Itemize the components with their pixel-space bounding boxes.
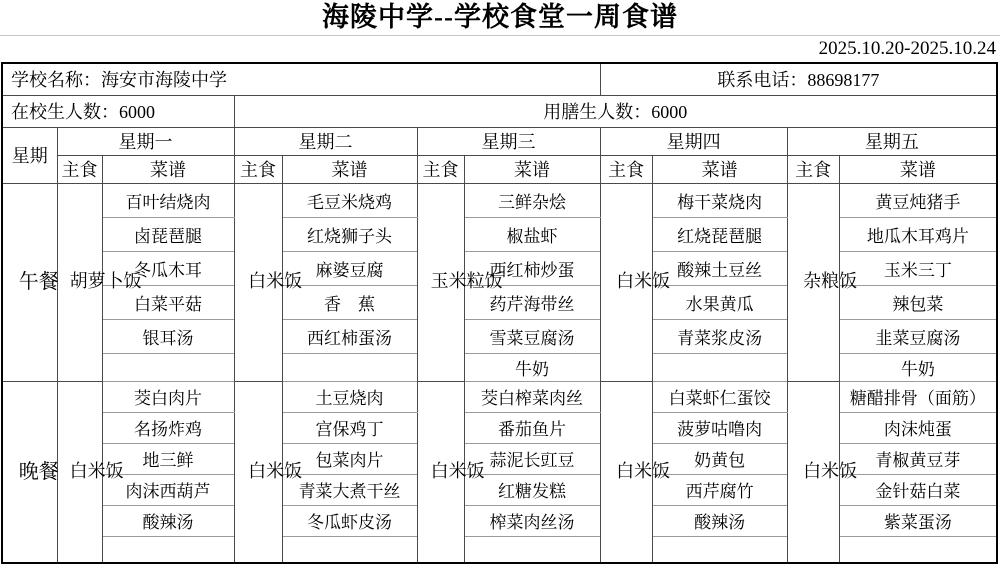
staple-header: 主食	[417, 155, 464, 183]
staple-text: 白米饭	[430, 461, 485, 481]
dinner-dish-day2-item6	[282, 536, 417, 563]
lunch-dish-day1-item5: 银耳汤	[102, 319, 234, 353]
lunch-dish-day4-item3: 酸辣土豆丝	[652, 251, 787, 285]
lunch-label	[2, 183, 57, 381]
info-row-counts	[2, 95, 997, 127]
lunch-dish-day4-item2: 红烧琵琶腿	[652, 217, 787, 251]
lunch-dish-day1-item6	[102, 353, 234, 381]
lunch-dish-day4-item1: 梅干菜烧肉	[652, 183, 787, 217]
day-header-row	[2, 127, 997, 155]
contact-phone: 联系电话：88698177	[600, 63, 997, 95]
staple-header: 主食	[787, 155, 839, 183]
enrolled-count: 在校生人数：6000	[2, 95, 234, 127]
dinner-dish-day3-item1: 茭白榨菜肉丝	[464, 381, 600, 412]
subheader-row	[2, 155, 997, 183]
lunch-dish-day5-item2: 地瓜木耳鸡片	[839, 217, 997, 251]
lunch-staple-day2	[234, 183, 303, 381]
staple-text: 白米饭	[248, 271, 303, 292]
lunch-staple-day4	[600, 183, 671, 381]
dinner-row	[2, 505, 997, 536]
day-header-tuesday: 星期二	[234, 127, 417, 155]
day-header-friday: 星期五	[787, 127, 997, 155]
staple-text: 玉米粒饭	[430, 271, 503, 292]
lunch-dish-day2-item1: 毛豆米烧鸡	[282, 183, 417, 217]
staple-text: 白米饭	[69, 461, 124, 481]
lunch-dish-day3-item4: 药芹海带丝	[464, 285, 600, 319]
lunch-dish-day3-item6: 牛奶	[464, 353, 600, 381]
lunch-dish-day2-item6	[282, 353, 417, 381]
staple-text: 白米饭	[616, 461, 671, 481]
staple-header: 主食	[234, 155, 282, 183]
dinner-row	[2, 412, 997, 443]
dinner-dish-day3-item3: 蒜泥长豇豆	[464, 443, 600, 474]
dinner-label	[2, 381, 57, 563]
lunch-dish-day3-item1: 三鲜杂烩	[464, 183, 600, 217]
dinner-dish-day2-item4: 青菜大煮干丝	[282, 474, 417, 505]
lunch-dish-day1-item1: 百叶结烧肉	[102, 183, 234, 217]
lunch-row	[2, 183, 997, 217]
weekly-menu-table	[1, 62, 998, 564]
dinner-dish-day1-item1: 茭白肉片	[102, 381, 234, 412]
dinner-dish-day1-item6	[102, 536, 234, 563]
lunch-dish-day1-item4: 白菜平菇	[102, 285, 234, 319]
staple-header: 主食	[600, 155, 652, 183]
lunch-dish-day4-item6	[652, 353, 787, 381]
menu-header: 菜谱	[464, 155, 600, 183]
lunch-dish-day2-item5: 西红柿蛋汤	[282, 319, 417, 353]
dinner-row	[2, 381, 997, 412]
dinner-dish-day3-item2: 番茄鱼片	[464, 412, 600, 443]
dinner-dish-day4-item6	[652, 536, 787, 563]
lunch-dish-day1-item2: 卤琵琶腿	[102, 217, 234, 251]
day-header-monday: 星期一	[57, 127, 234, 155]
lunch-dish-day4-item4: 水果黄瓜	[652, 285, 787, 319]
menu-header: 菜谱	[282, 155, 417, 183]
lunch-dish-day2-item3: 麻婆豆腐	[282, 251, 417, 285]
info-row-school	[2, 63, 997, 95]
staple-text: 胡萝卜饭	[69, 271, 142, 292]
day-header-thursday: 星期四	[600, 127, 787, 155]
dinner-dish-day3-item6	[464, 536, 600, 563]
dinner-dish-day2-item3: 包菜肉片	[282, 443, 417, 474]
lunch-row	[2, 217, 997, 251]
dinner-dish-day3-item4: 红糖发糕	[464, 474, 600, 505]
dinner-dish-day2-item2: 宫保鸡丁	[282, 412, 417, 443]
dinner-row	[2, 536, 997, 563]
lunch-dish-day4-item5: 青菜浆皮汤	[652, 319, 787, 353]
dinner-dish-day4-item4: 西芹腐竹	[652, 474, 787, 505]
dinner-dish-day1-item2: 名扬炸鸡	[102, 412, 234, 443]
dinner-staple-day5	[787, 381, 858, 563]
lunch-dish-day3-item5: 雪菜豆腐汤	[464, 319, 600, 353]
day-header-wednesday: 星期三	[417, 127, 600, 155]
dinner-dish-day1-item5: 酸辣汤	[102, 505, 234, 536]
lunch-row	[2, 319, 997, 353]
menu-header: 菜谱	[652, 155, 787, 183]
menu-header: 菜谱	[839, 155, 997, 183]
dinner-staple-day2	[234, 381, 303, 563]
lunch-staple-day1	[57, 183, 142, 381]
dining-count: 用膳生人数：6000	[234, 95, 997, 127]
dinner-dish-day4-item5: 酸辣汤	[652, 505, 787, 536]
lunch-dish-day5-item3: 玉米三丁	[839, 251, 997, 285]
staple-text: 杂粮饭	[803, 271, 858, 292]
dinner-dish-day5-item5: 紫菜蛋汤	[839, 505, 997, 536]
dinner-dish-day2-item1: 土豆烧肉	[282, 381, 417, 412]
dinner-dish-day2-item5: 冬瓜虾皮汤	[282, 505, 417, 536]
school-name: 学校名称：海安市海陵中学	[2, 63, 600, 95]
lunch-dish-day5-item6: 牛奶	[839, 353, 997, 381]
lunch-dish-day3-item3: 西红柿炒蛋	[464, 251, 600, 285]
date-range: 2025.10.20-2025.10.24	[818, 38, 996, 59]
dinner-dish-day5-item4: 金针菇白菜	[839, 474, 997, 505]
dinner-dish-day5-item1: 糖醋排骨（面筋）	[839, 381, 997, 412]
lunch-dish-day5-item1: 黄豆炖猪手	[839, 183, 997, 217]
staple-text: 白米饭	[616, 271, 671, 292]
staple-header: 主食	[57, 155, 102, 183]
lunch-staple-day3	[417, 183, 503, 381]
dinner-dish-day4-item2: 菠萝咕噜肉	[652, 412, 787, 443]
dinner-dish-day1-item3: 地三鲜	[102, 443, 234, 474]
dinner-label-text: 晚餐	[18, 460, 59, 483]
lunch-label-text: 午餐	[18, 271, 59, 293]
lunch-dish-day5-item5: 韭菜豆腐汤	[839, 319, 997, 353]
lunch-dish-day1-item3: 冬瓜木耳	[102, 251, 234, 285]
lunch-dish-day2-item2: 红烧狮子头	[282, 217, 417, 251]
week-header: 星期	[2, 127, 57, 183]
dinner-dish-day5-item6	[839, 536, 997, 563]
staple-text: 白米饭	[248, 461, 303, 481]
lunch-dish-day5-item4: 辣包菜	[839, 285, 997, 319]
dinner-dish-day5-item3: 青椒黄豆芽	[839, 443, 997, 474]
page-title: 海陵中学--学校食堂一周食谱	[0, 0, 1000, 36]
menu-header: 菜谱	[102, 155, 234, 183]
lunch-dish-day3-item2: 椒盐虾	[464, 217, 600, 251]
staple-text: 白米饭	[803, 461, 858, 481]
dinner-staple-day4	[600, 381, 671, 563]
dinner-dish-day3-item5: 榨菜肉丝汤	[464, 505, 600, 536]
lunch-row	[2, 353, 997, 381]
dinner-dish-day4-item3: 奶黄包	[652, 443, 787, 474]
dinner-staple-day3	[417, 381, 485, 563]
dinner-dish-day4-item1: 白菜虾仁蛋饺	[652, 381, 787, 412]
lunch-staple-day5	[787, 183, 858, 381]
dinner-dish-day1-item4: 肉沫西葫芦	[102, 474, 234, 505]
dinner-dish-day5-item2: 肉沫炖蛋	[839, 412, 997, 443]
dinner-staple-day1	[57, 381, 124, 563]
lunch-dish-day2-item4: 香 蕉	[282, 285, 417, 319]
